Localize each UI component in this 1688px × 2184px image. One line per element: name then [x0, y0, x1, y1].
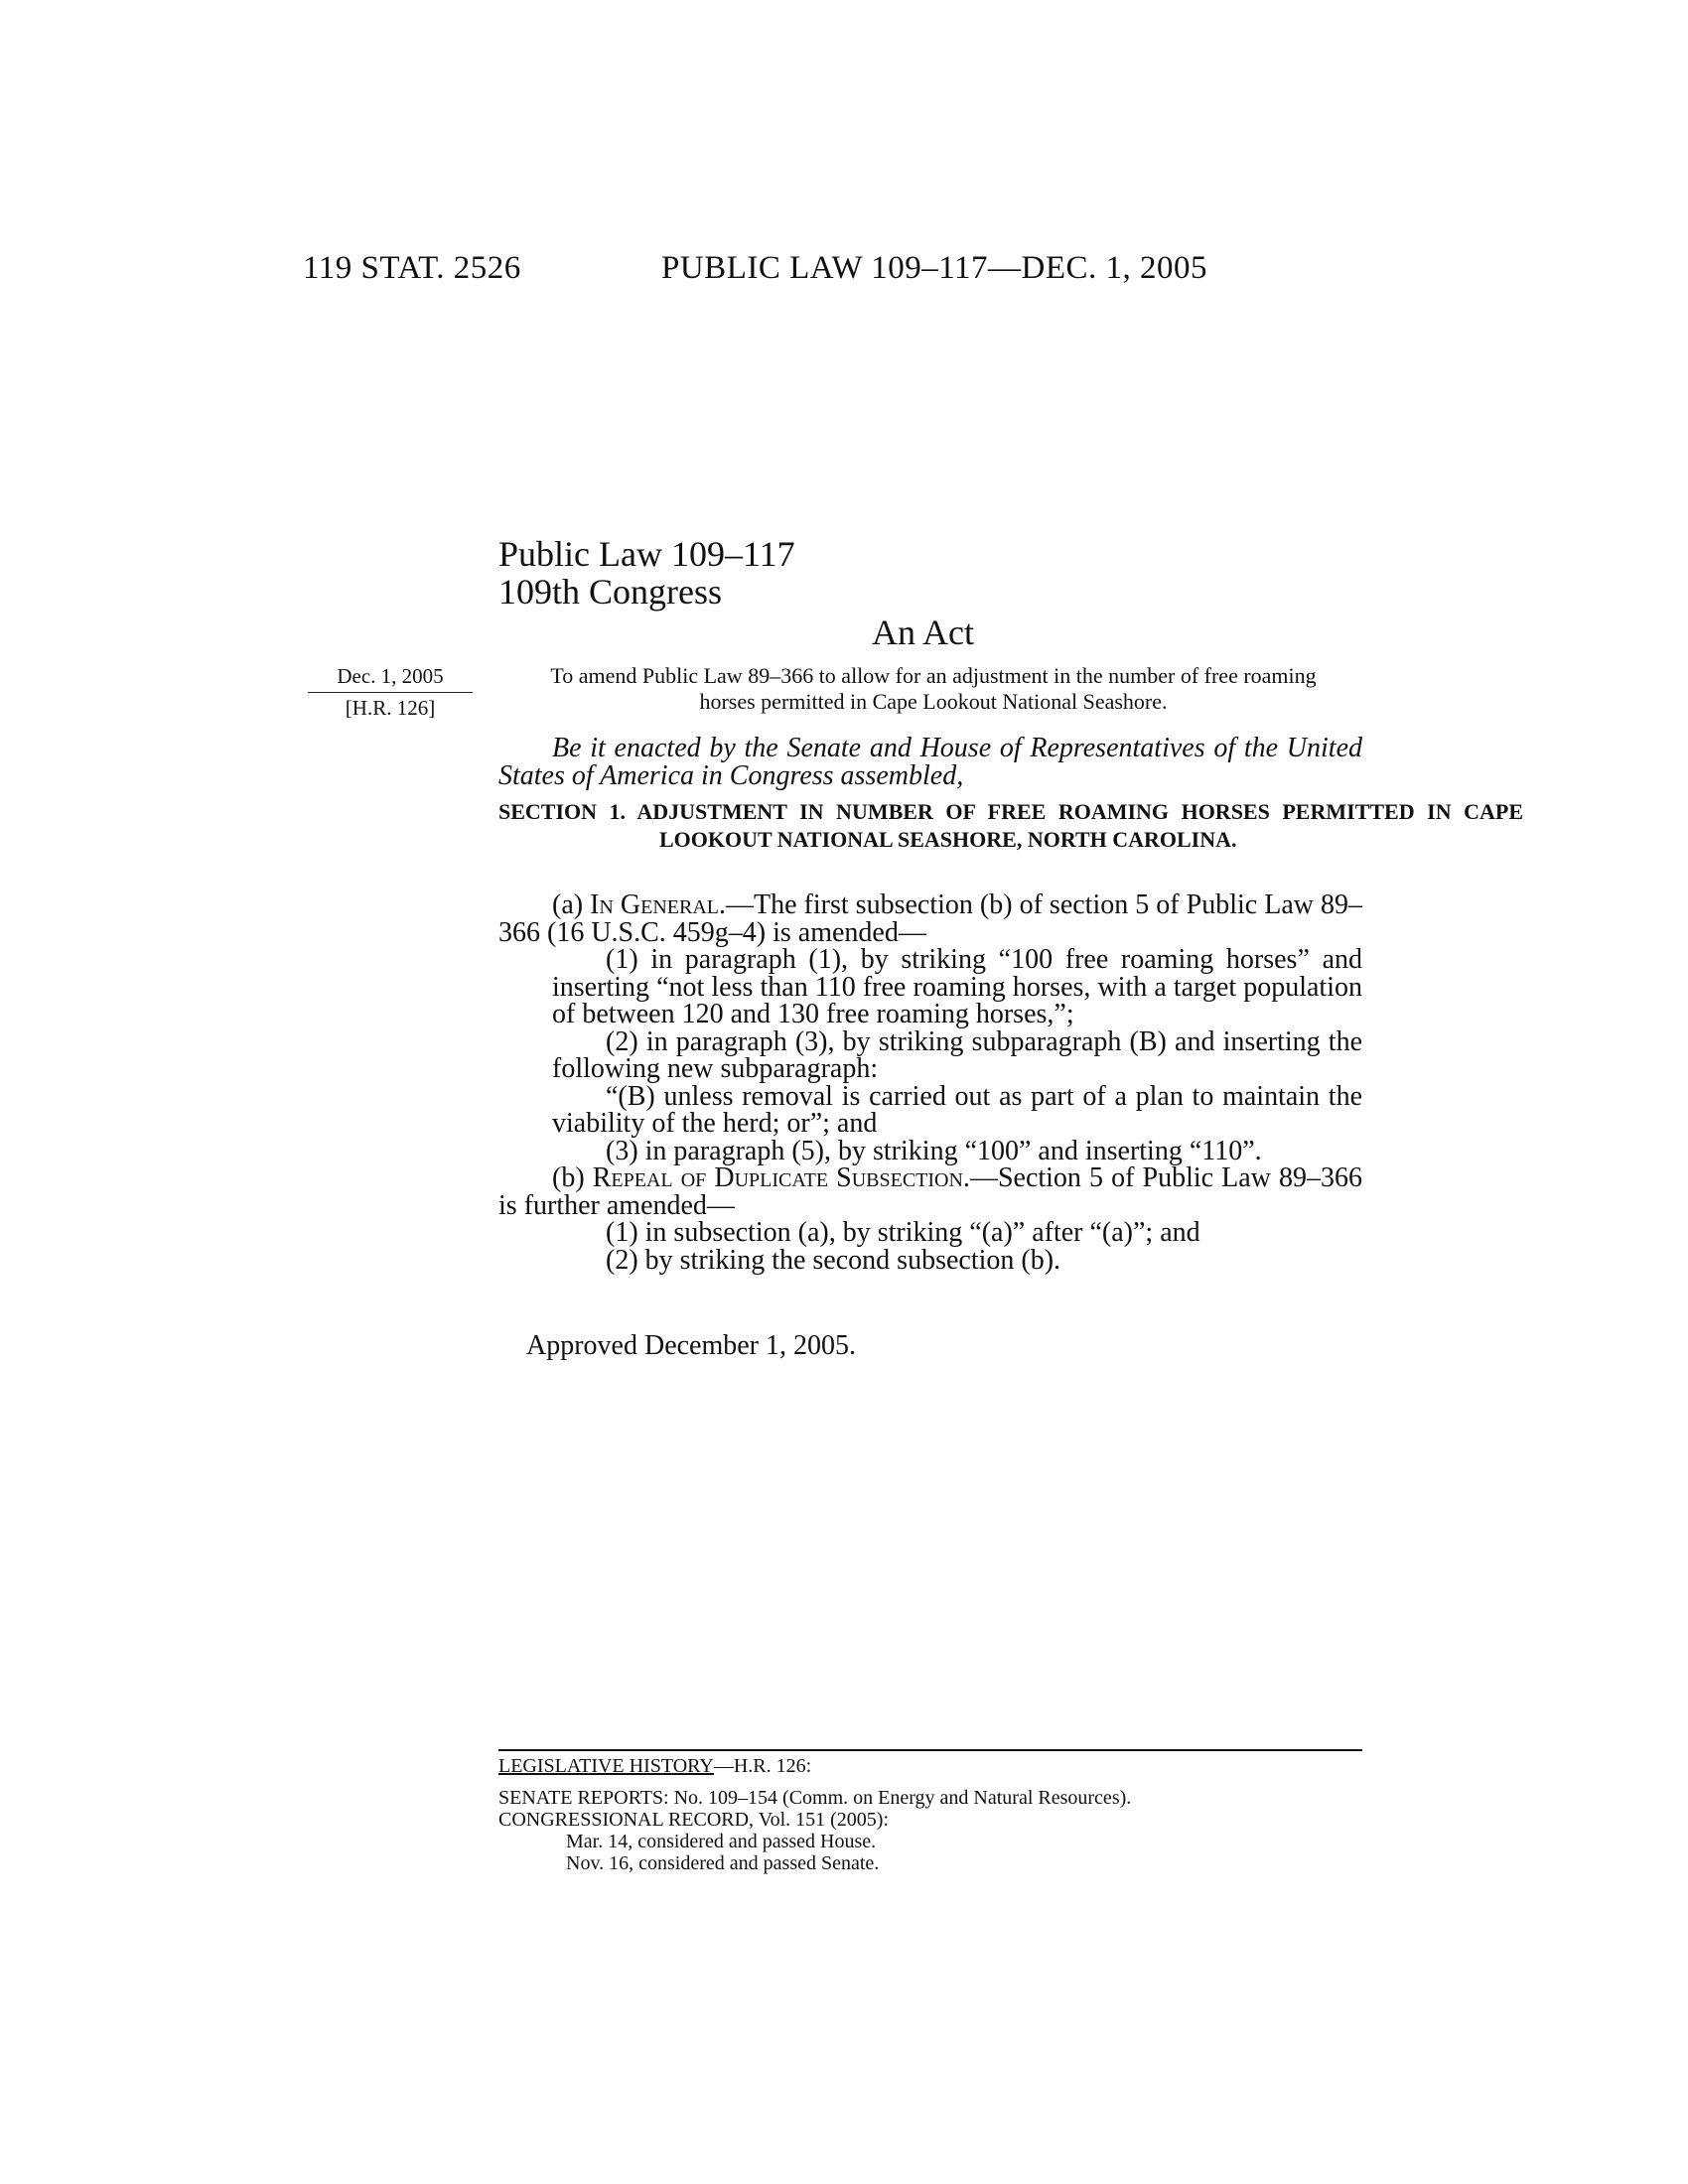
history-entry: Nov. 16, considered and passed Senate.: [566, 1852, 880, 1874]
enacting-clause: Be it enacted by the Senate and House of Representatives of the United States of America in Congress assembled,: [498, 733, 1362, 791]
history-title: LEGISLATIVE HISTORY: [498, 1755, 714, 1777]
running-head-title: PUBLIC LAW 109–117—DEC. 1, 2005: [661, 250, 1208, 286]
subsection-b-text: —Section 5 of Public Law 89–366 is further amended—: [498, 1162, 1363, 1221]
paragraph-a2-quote: “(B) unless removal is carried out as part of a plan to maintain the viability of the herd; or”; and: [552, 1080, 1362, 1139]
paragraph-a1: (1) in paragraph (1), by striking “100 free roaming horses” and inserting “not less than 110 free roaming horses, with a target population of between 120 and 130 free roaming horses,”;: [552, 944, 1362, 1029]
subsection-a: [498, 891, 1362, 946]
section-body: [498, 891, 1362, 1274]
subsection-b: [498, 1164, 1362, 1219]
approval-date: Approved December 1, 2005.: [526, 1330, 857, 1361]
senate-reports: SENATE REPORTS: No. 109–154 (Comm. on Energy and Natural Resources).: [498, 1787, 1132, 1809]
history-entry: Mar. 14, considered and passed House.: [566, 1831, 877, 1852]
margin-bill-number: [H.R. 126]: [345, 696, 436, 720]
subsection-a-label: (a): [552, 889, 591, 920]
page-stat-citation: 119 STAT. 2526: [303, 250, 521, 286]
legislative-history: [498, 1755, 1392, 1874]
act-heading: An Act: [872, 613, 974, 652]
paragraph-a3: (3) in paragraph (5), by striking “100” and inserting “110”.: [606, 1135, 1262, 1166]
footnote-divider: [498, 1749, 1362, 1751]
subsection-b-heading: Repeal of Duplicate Subsection.: [592, 1162, 970, 1193]
section-heading: SECTION 1. ADJUSTMENT IN NUMBER OF FREE ROAMING HORSES PERMITTED IN CAPE LOOKOUT NATIONAL SEASHORE, NORTH CAROLINA.: [498, 799, 1523, 852]
congress-label: 109th Congress: [498, 572, 722, 612]
margin-divider: [308, 692, 473, 693]
paragraph-b1: (1) in subsection (a), by striking “(a)” after “(a)”; and: [606, 1217, 1200, 1248]
paragraph-a2: (2) in paragraph (3), by striking subparagraph (B) and inserting the following new subparagraph:: [552, 1025, 1362, 1084]
margin-date: Dec. 1, 2005: [337, 664, 444, 688]
paragraph-b2: (2) by striking the second subsection (b).: [606, 1244, 1061, 1276]
law-number: Public Law 109–117: [498, 534, 795, 574]
subsection-a-heading: In General.: [590, 889, 726, 920]
subsection-b-label: (b): [552, 1162, 593, 1193]
history-title-suffix: —H.R. 126:: [713, 1755, 812, 1777]
subsection-a-text: —The first subsection (b) of section 5 of Public Law 89–366 (16 U.S.C. 459g–4) is amended—: [498, 889, 1362, 948]
act-purpose: To amend Public Law 89–366 to allow for an adjustment in the number of free roaming horses permitted in Cape Lookout National Seashore.: [550, 663, 1317, 714]
congressional-record: CONGRESSIONAL RECORD, Vol. 151 (2005):: [498, 1809, 889, 1831]
history-heading-line: [498, 1755, 1392, 1777]
